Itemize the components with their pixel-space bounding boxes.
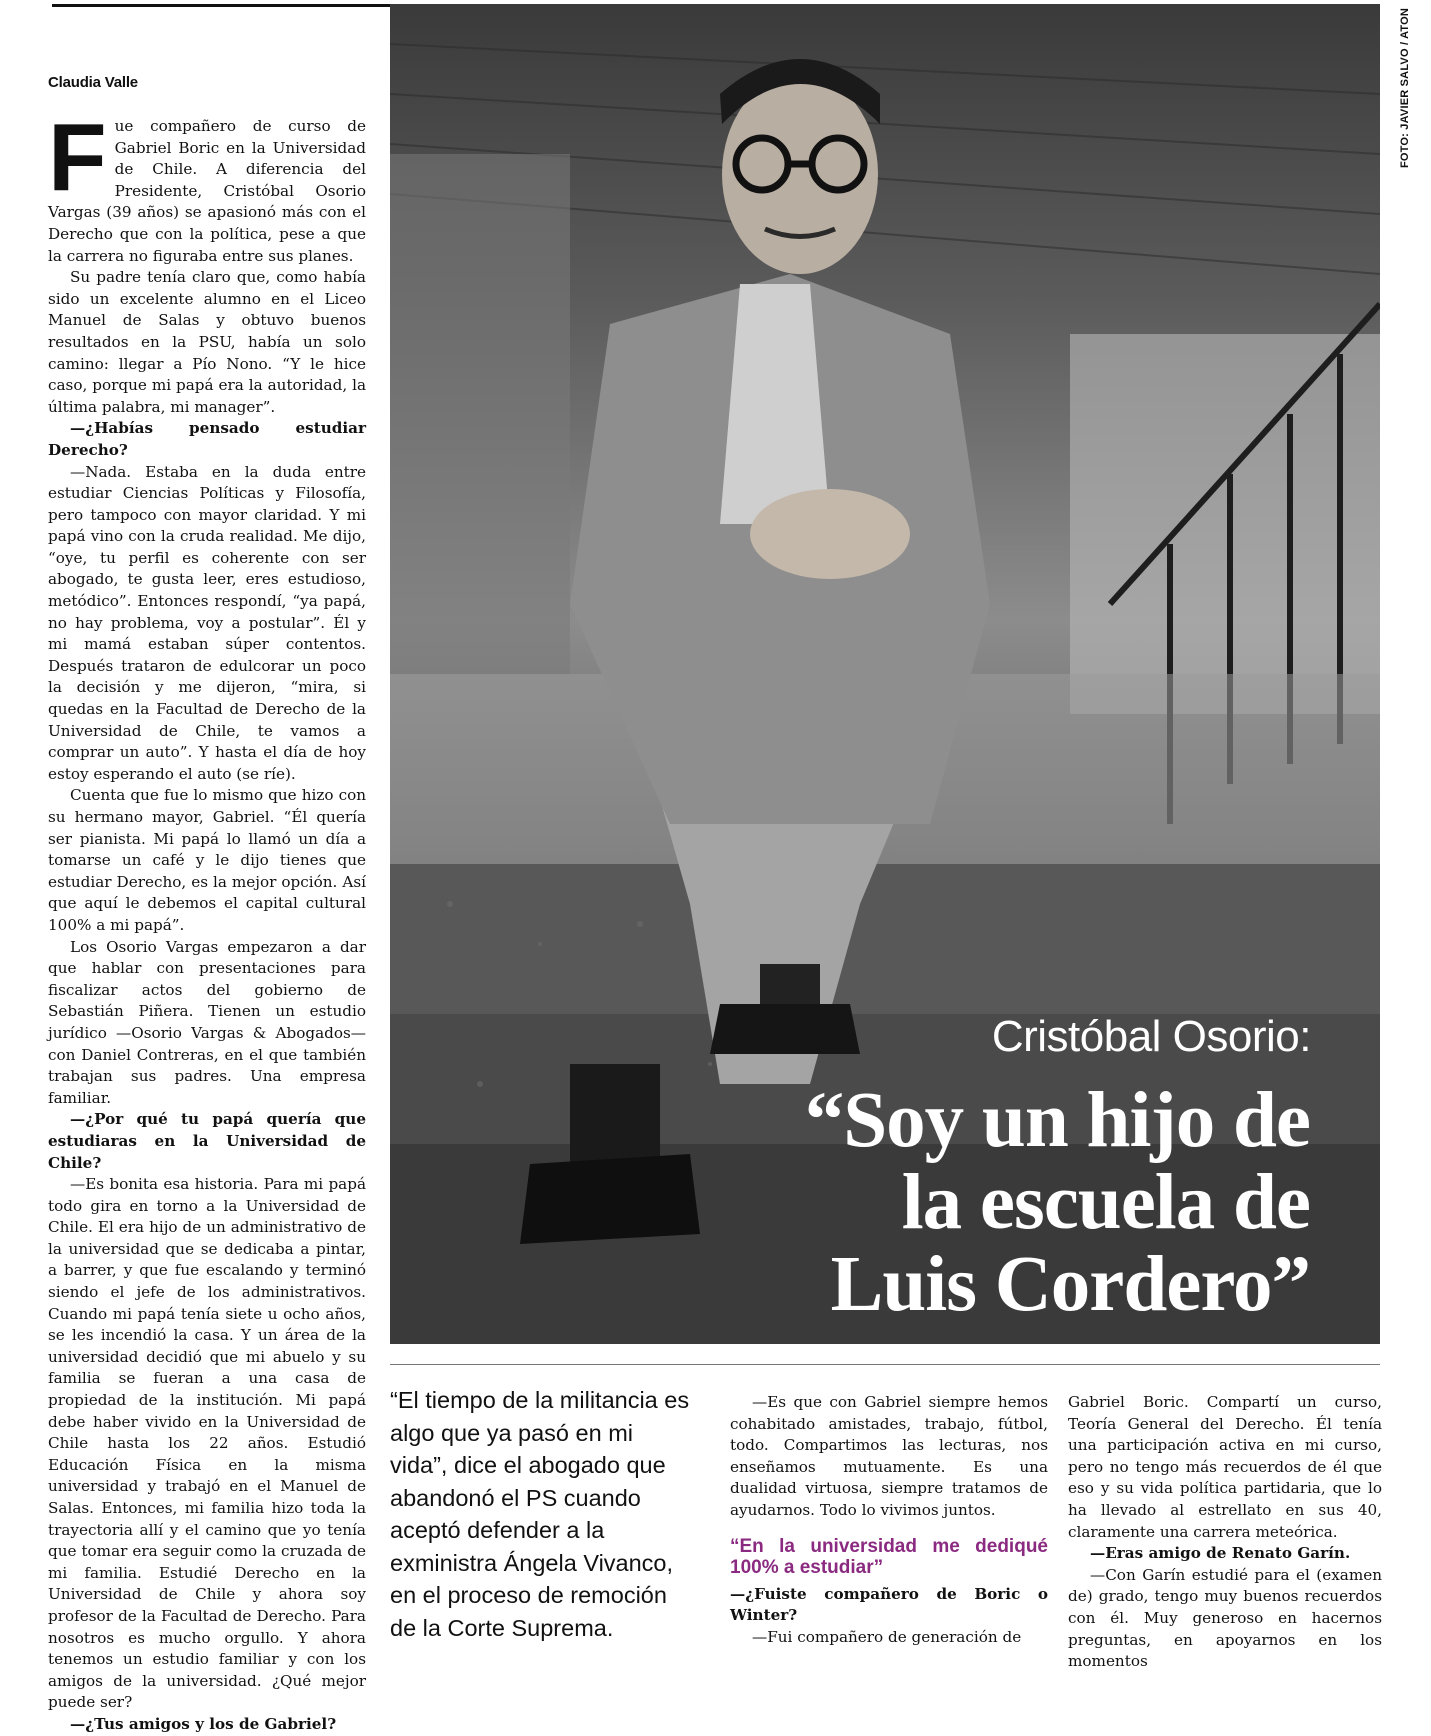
byline: Claudia Valle	[48, 74, 138, 91]
section-divider	[390, 1364, 1380, 1365]
paragraph: Los Osorio Vargas empezaron a dar que hablar con presentaciones para fiscalizar actos del gobierno de Sebastián Piñera. Tienen un estudio jurídico —Osorio Vargas & Abogados— con Daniel Contreras, en el que también trabajan sus padres. Una empresa familiar.	[48, 937, 366, 1107]
interview-question: —¿Fuiste compañero de Boric o Winter?	[730, 1584, 1048, 1625]
top-rule	[52, 4, 390, 7]
article-column-3	[730, 1392, 1048, 1648]
headline-line: “Soy un hijo de	[804, 1077, 1310, 1164]
interview-question: —Eras amigo de Renato Garín.	[1090, 1544, 1351, 1563]
paragraph: —Fui compañero de generación de	[752, 1627, 1022, 1646]
paragraph: ue compañero de curso de Gabriel Boric en la Universidad de Chile. A diferencia del Presidente, Cristóbal Osorio Vargas (39 años) se apasionó más con el Derecho que con la política, pese a que la carrera no figuraba entre sus planes.	[48, 117, 366, 265]
headline-line: la escuela de	[901, 1159, 1310, 1246]
headline-line: Luis Cordero”	[830, 1241, 1310, 1328]
pull-quote: “El tiempo de la militancia es algo que ya pasó en mi vida”, dice el abogado que abandonó el PS cuando aceptó defender a la exministra Ángela Vivanco, en el proceso de remoción de la Corte Suprema.	[390, 1387, 690, 1641]
interview-question: —¿Tus amigos y los de Gabriel?	[70, 1714, 337, 1733]
subheading: “En la universidad me dediqué 100% a estudiar”	[730, 1535, 1048, 1578]
drop-cap: F	[48, 104, 107, 211]
headline	[670, 1077, 1310, 1328]
paragraph: Gabriel Boric. Compartí un curso, Teoría General del Derecho. Él tenía una participación activa en mi curso, pero no tengo más recuerdos de él que eso y su vida política partidaria, que lo ha llevado al estrellato en sus 40, claramente una carrera meteórica.	[1068, 1393, 1382, 1541]
interview-question: —¿Por qué tu papá quería que estudiaras en la Universidad de Chile?	[48, 1110, 366, 1172]
paragraph: —Con Garín estudié para el (examen de) grado, tengo muy buenos recuerdos con él. Muy generoso en hacernos preguntas, en apoyarnos en los momentos	[1068, 1565, 1382, 1671]
paragraph: —Es que con Gabriel siempre hemos cohabitado amistades, trabajo, fútbol, todo. Compartimos las lecturas, nos enseñamos mutuamente. Es una dualidad virtuosa, siempre tratamos de ayudarnos. Todo lo vivimos juntos.	[730, 1393, 1048, 1519]
photo-credit	[1383, 7, 1411, 168]
article-column-4	[1068, 1392, 1382, 1673]
paragraph: —Es bonita esa historia. Para mi papá todo gira en torno a la Universidad de Chile. El era hijo de un administrativo de la universidad que se dedicaba a pintar, a barrer, y que fue escalando y terminó siendo el jefe de los administrativos. Cuando mi papá tenía siete u ocho años, se les incendió la casa. Y un área de la universidad decidió que mi abuelo y su familia se fueran a una casa de propiedad de la institución. Mi papá debe haber vivido en la Universidad de Chile hasta los 22 años. Estudió Educación Física en la misma universidad y trabajó en el Manuel de Salas. Entonces, mi familia hizo toda la trayectoria allí y el camino que yo tenía que tomar era seguir como la cruzada de mi familia. Estudié Derecho en la Universidad de Chile y ahora soy profesor de la Facultad de Derecho. Para nosotros es mucho orgullo. Y ahora tenemos un estudio familiar y con los amigos de la universidad. ¿Qué mejor puede ser?	[48, 1175, 366, 1712]
interview-question: —¿Habías pensado estudiar Derecho?	[48, 419, 366, 459]
paragraph: Su padre tenía claro que, como había sido un excelente alumno en el Liceo Manuel de Salas y obtuvo buenos resultados en la PSU, había un solo camino: llegar a Pío Nono. “Y le hice caso, porque mi papá era la autoridad, la última palabra, mi manager”.	[48, 268, 366, 416]
paragraph: Cuenta que fue lo mismo que hizo con su hermano mayor, Gabriel. “Él quería ser pianista. Mi papá lo llamó un día a tomarse un café y le dijo tienes que estudiar Derecho, es la mejor opción. Así que aquí le debemos el capital cultural 100% a mi papá”.	[48, 786, 366, 934]
paragraph: —Nada. Estaba en la duda entre estudiar Ciencias Políticas y Filosofía, pero tampoco con mayor claridad. Y mi papá vino con la cruda realidad. Me dijo, “oye, tu perfil es coherente con ser abogado, te gusta leer, eres estudioso, metódico”. Entonces respondí, “ya papá, no hay problema, voy a postular”. Él y mi mamá estaban súper contentos. Después trataron de edulcorar un poco la decisión y me dijeron, “mira, si quedas en la Facultad de Derecho de la Universidad de Chile, te vamos a comprar un auto”. Y hasta el día de hoy estoy esperando el auto (se ríe).	[48, 462, 366, 783]
photo-credit-text: FOTO: JAVIER SALVO / ATON	[1399, 7, 1411, 168]
headline-name: Cristóbal Osorio:	[991, 1012, 1311, 1061]
article-column-1	[48, 104, 366, 1736]
portrait-photo	[390, 4, 1380, 1344]
